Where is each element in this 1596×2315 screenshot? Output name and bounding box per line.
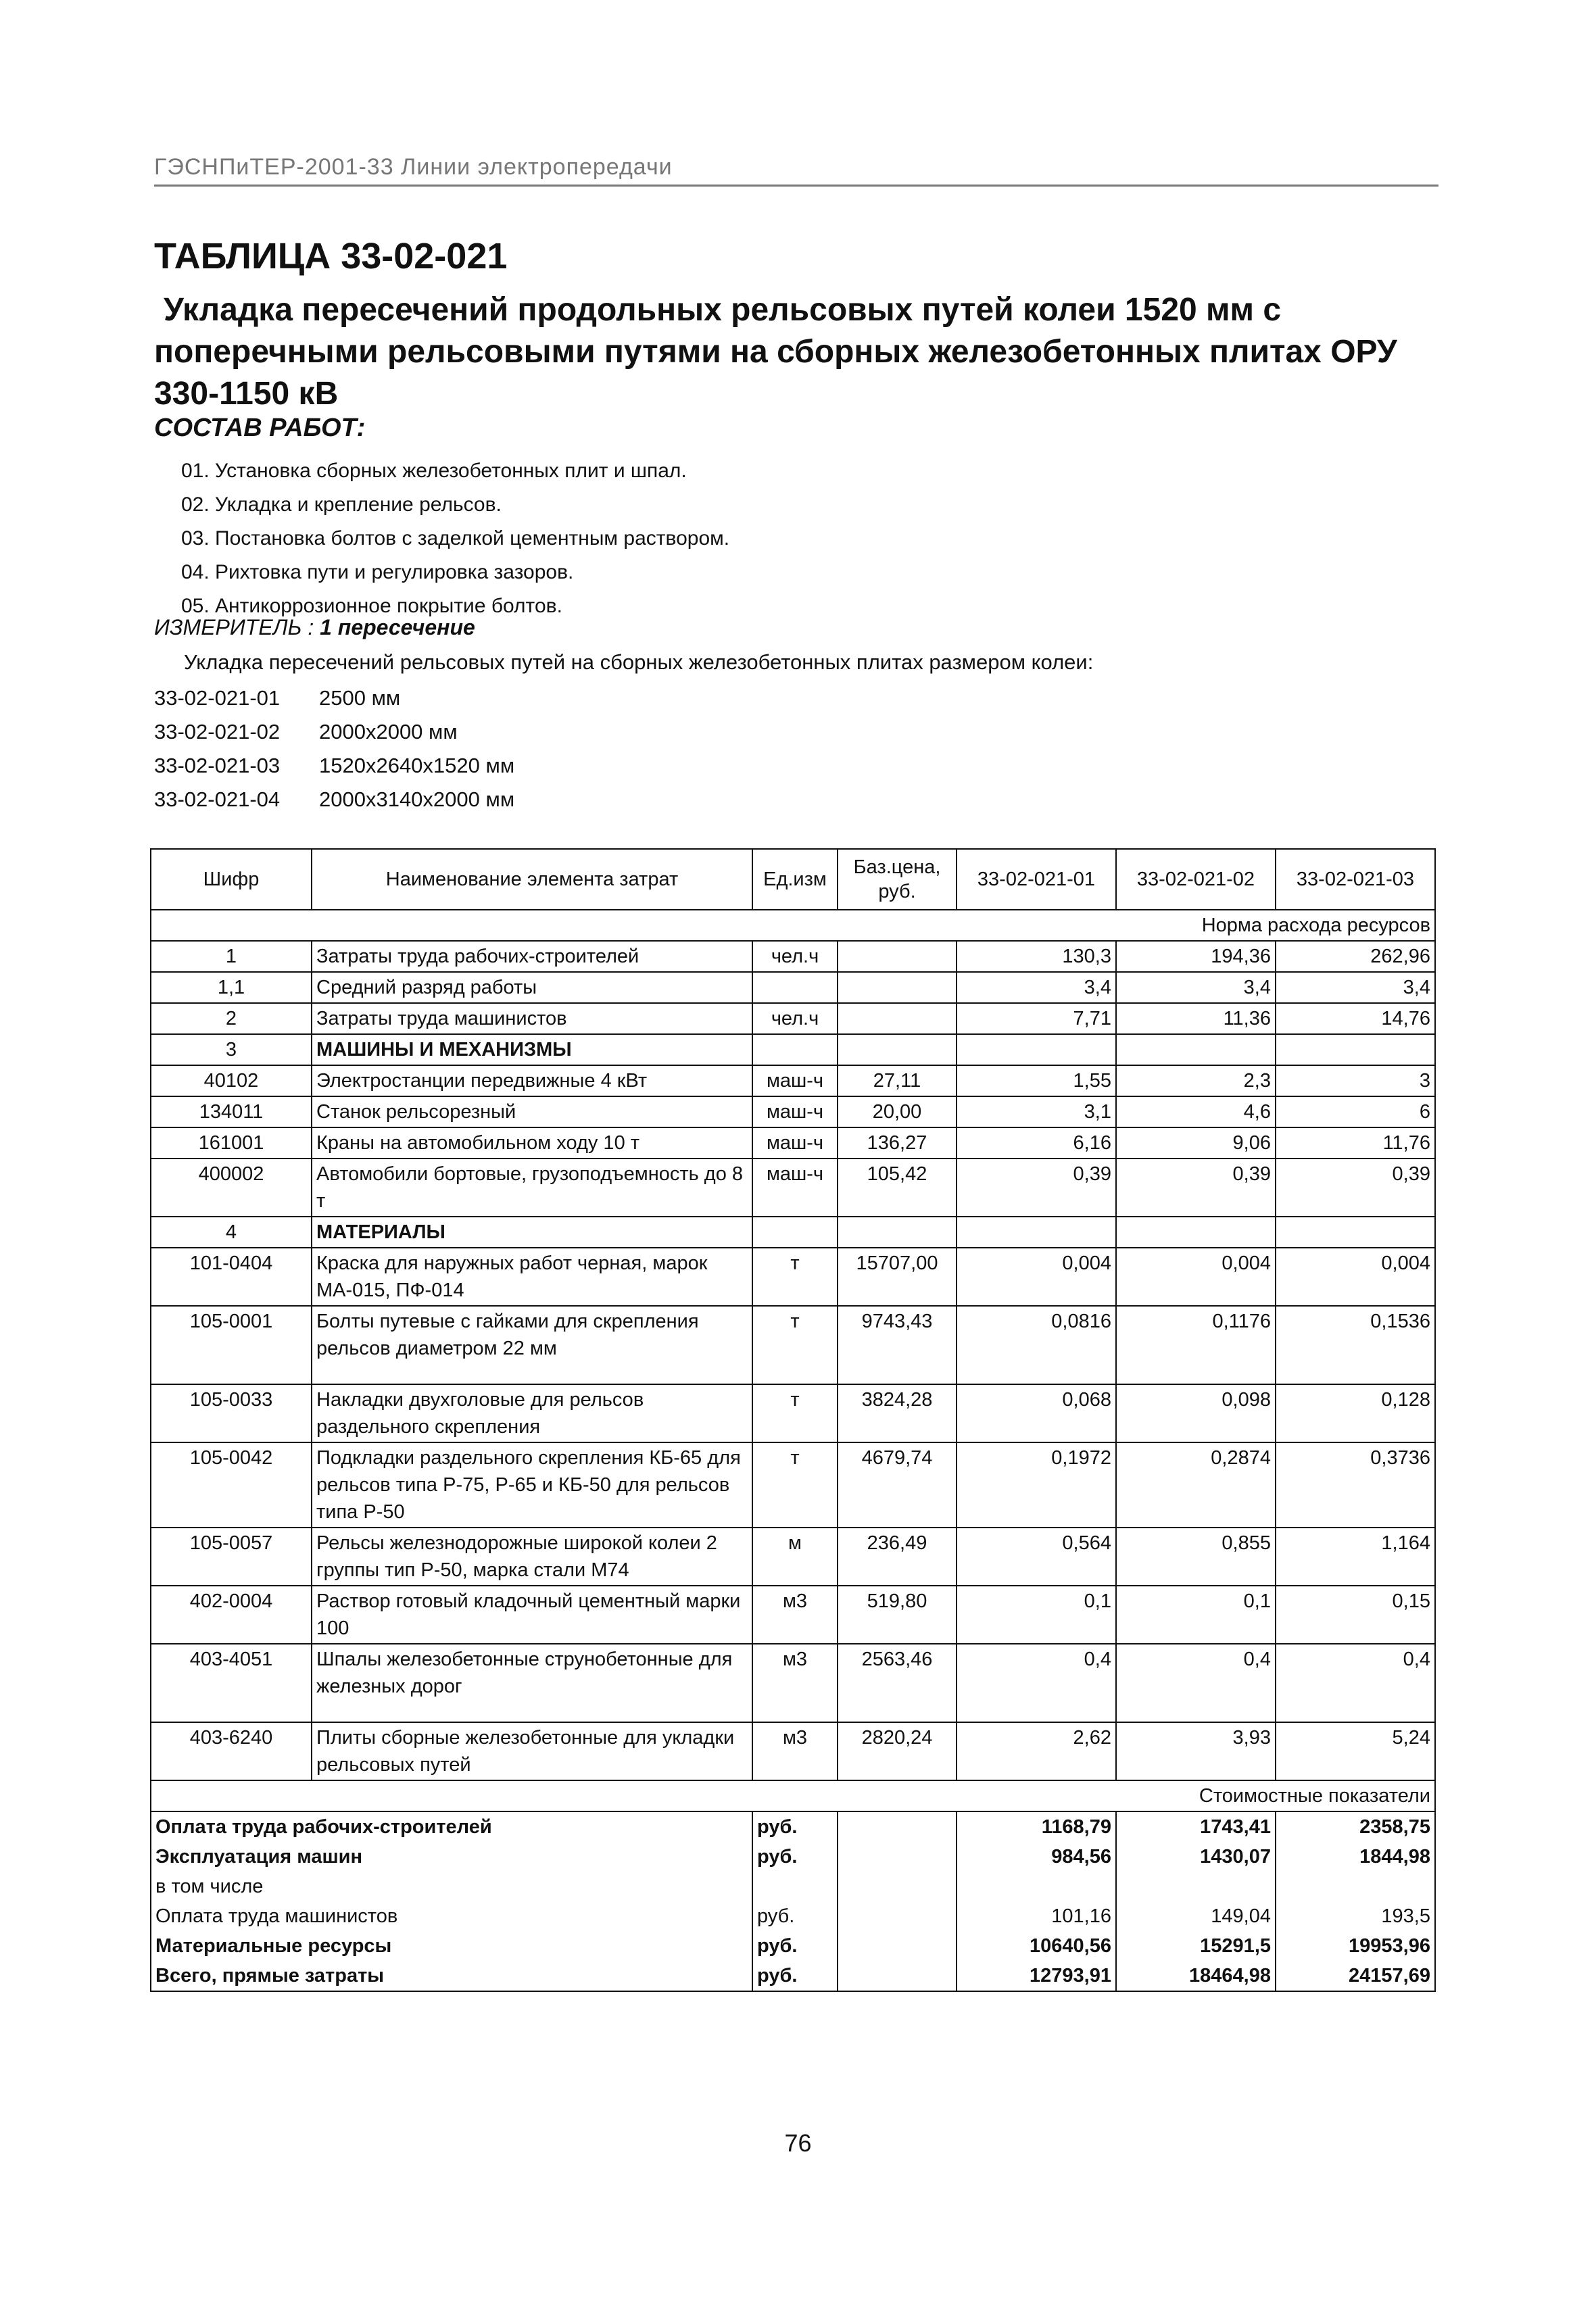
cell-value-2: 0,098	[1116, 1384, 1276, 1442]
table-header-row	[151, 849, 1435, 910]
cost-value-2: 149,04	[1116, 1901, 1276, 1931]
cost-value-3: 193,5	[1276, 1901, 1435, 1931]
main-title-line: поперечными рельсовыми путями на сборных железобетонных плитах ОРУ	[154, 334, 1397, 370]
cell-value-2: 2,3	[1116, 1065, 1276, 1096]
work-item: 03. Постановка болтов с заделкой цементным раствором.	[181, 527, 730, 550]
table-row	[151, 1159, 1435, 1217]
cost-row	[151, 1931, 1435, 1961]
cell-value-3: 0,1536	[1276, 1306, 1435, 1384]
variant-list	[154, 681, 514, 817]
cell-price: 105,42	[838, 1159, 957, 1217]
cell-value-1: 3,4	[957, 972, 1116, 1003]
cost-value-1: 10640,56	[957, 1931, 1116, 1961]
cell-name: Электростанции передвижные 4 кВт	[312, 1065, 752, 1096]
cell-value-3: 5,24	[1276, 1722, 1435, 1780]
cell-code: 161001	[151, 1127, 312, 1159]
cell-unit: т	[752, 1248, 838, 1306]
cell-value-1: 0,1	[957, 1586, 1116, 1644]
cost-value-2	[1116, 1872, 1276, 1901]
cell-unit: т	[752, 1384, 838, 1442]
cell-value-2: 0,855	[1116, 1528, 1276, 1586]
cell-price	[838, 972, 957, 1003]
cell-value-2: 0,1176	[1116, 1306, 1276, 1384]
cost-value-1: 101,16	[957, 1901, 1116, 1931]
main-title-line: 330-1150 кВ	[154, 376, 339, 412]
cell-value-3: 262,96	[1276, 941, 1435, 972]
header-price: Баз.цена, руб.	[838, 849, 957, 910]
cell-price	[838, 941, 957, 972]
cell-code: 403-6240	[151, 1722, 312, 1780]
cell-name: Затраты труда машинистов	[312, 1003, 752, 1034]
cell-value-2: 11,36	[1116, 1003, 1276, 1034]
cost-heading-row	[151, 1780, 1435, 1811]
variant-size: 2000x2000 мм	[319, 720, 458, 744]
cell-price: 9743,43	[838, 1306, 957, 1384]
cost-empty	[838, 1931, 957, 1961]
cell-unit: чел.ч	[752, 941, 838, 972]
header-col2: 33-02-021-02	[1116, 849, 1276, 910]
cell-value-3: 6	[1276, 1096, 1435, 1127]
cell-value-3: 0,15	[1276, 1586, 1435, 1644]
cell-name: Шпалы железобетонные струнобетонные для железных дорог	[312, 1644, 752, 1722]
cell-value-2: 0,39	[1116, 1159, 1276, 1217]
cost-value-2: 18464,98	[1116, 1961, 1276, 1991]
cell-empty	[957, 1034, 1116, 1065]
header-col3: 33-02-021-03	[1276, 849, 1435, 910]
meter	[154, 615, 475, 640]
cell-code: 101-0404	[151, 1248, 312, 1306]
cell-unit: т	[752, 1306, 838, 1384]
cost-value-2: 1743,41	[1116, 1811, 1276, 1842]
cost-value-1: 1168,79	[957, 1811, 1116, 1842]
cell-price	[838, 1003, 957, 1034]
cell-code: 1	[151, 941, 312, 972]
cell-value-3: 0,004	[1276, 1248, 1435, 1306]
cost-unit: руб.	[752, 1811, 838, 1842]
cell-price: 27,11	[838, 1065, 957, 1096]
cell-code: 2	[151, 1003, 312, 1034]
cell-unit: т	[752, 1442, 838, 1528]
cell-value-2: 0,004	[1116, 1248, 1276, 1306]
cell-value-1: 2,62	[957, 1722, 1116, 1780]
cell-value-2: 0,4	[1116, 1644, 1276, 1722]
cell-name: Затраты труда рабочих-строителей	[312, 941, 752, 972]
cost-name: Оплата труда машинистов	[151, 1901, 752, 1931]
table-row	[151, 1722, 1435, 1780]
norm-heading-row	[151, 910, 1435, 941]
cell-value-2: 194,36	[1116, 941, 1276, 972]
cost-name: Оплата труда рабочих-строителей	[151, 1811, 752, 1842]
cost-row	[151, 1811, 1435, 1842]
cost-name: Всего, прямые затраты	[151, 1961, 752, 1991]
cell-value-1: 0,564	[957, 1528, 1116, 1586]
cell-value-3: 0,39	[1276, 1159, 1435, 1217]
table-row	[151, 1528, 1435, 1586]
table-row	[151, 1034, 1435, 1065]
cell-code: 4	[151, 1217, 312, 1248]
table-row	[151, 1096, 1435, 1127]
cell-code: 403-4051	[151, 1644, 312, 1722]
cost-row	[151, 1961, 1435, 1991]
cell-unit: м3	[752, 1644, 838, 1722]
cell-empty	[838, 1034, 957, 1065]
cell-empty	[957, 1217, 1116, 1248]
cell-unit: м3	[752, 1722, 838, 1780]
cell-code: 40102	[151, 1065, 312, 1096]
meter-value: 1 пересечение	[320, 615, 475, 639]
cell-price: 15707,00	[838, 1248, 957, 1306]
cell-name: Средний разряд работы	[312, 972, 752, 1003]
cell-name: Накладки двухголовые для рельсов раздельного скрепления	[312, 1384, 752, 1442]
cell-value-1: 0,1972	[957, 1442, 1116, 1528]
cell-unit	[752, 972, 838, 1003]
main-title-line: Укладка пересечений продольных рельсовых путей колеи 1520 мм с	[164, 292, 1282, 328]
cost-unit: руб.	[752, 1842, 838, 1872]
table-row	[151, 1127, 1435, 1159]
table-body	[151, 910, 1435, 1991]
table-row	[151, 1003, 1435, 1034]
cost-value-1: 984,56	[957, 1842, 1116, 1872]
cost-value-2: 1430,07	[1116, 1842, 1276, 1872]
cell-name: Краска для наружных работ черная, марок МА-015, ПФ-014	[312, 1248, 752, 1306]
cell-value-2: 4,6	[1116, 1096, 1276, 1127]
table-row	[151, 1217, 1435, 1248]
running-header: ГЭСНПиТЕР-2001-33 Линии электропередачи	[154, 154, 1438, 187]
work-item: 01. Установка сборных железобетонных плит и шпал.	[181, 460, 687, 482]
header-col1: 33-02-021-01	[957, 849, 1116, 910]
cost-value-3: 19953,96	[1276, 1931, 1435, 1961]
cell-name: Болты путевые с гайками для скрепления рельсов диаметром 22 мм	[312, 1306, 752, 1384]
cell-name: Подкладки раздельного скрепления КБ-65 для рельсов типа Р-75, Р-65 и КБ-50 для рельсов типа Р-50	[312, 1442, 752, 1528]
page-number: 76	[784, 2129, 812, 2157]
variant-size: 1520x2640x1520 мм	[319, 754, 515, 777]
work-item: 02. Укладка и крепление рельсов.	[181, 493, 502, 516]
variant-row	[154, 783, 514, 817]
variant-row	[154, 681, 514, 715]
cell-price: 3824,28	[838, 1384, 957, 1442]
cost-unit: руб.	[752, 1961, 838, 1991]
cost-name: Эксплуатация машин	[151, 1842, 752, 1872]
variant-code: 33-02-021-02	[154, 720, 281, 744]
cell-value-1: 3,1	[957, 1096, 1116, 1127]
cost-name: Материальные ресурсы	[151, 1931, 752, 1961]
table-row	[151, 941, 1435, 972]
cell-price: 236,49	[838, 1528, 957, 1586]
cell-value-1: 0,39	[957, 1159, 1116, 1217]
cell-empty	[1116, 1034, 1276, 1065]
cost-value-3: 24157,69	[1276, 1961, 1435, 1991]
norm-heading: Норма расхода ресурсов	[151, 910, 1435, 941]
cell-value-1: 7,71	[957, 1003, 1116, 1034]
work-list	[181, 454, 729, 623]
variant-row	[154, 715, 514, 749]
cell-price: 136,27	[838, 1127, 957, 1159]
variant-row	[154, 749, 514, 783]
cell-price: 2563,46	[838, 1644, 957, 1722]
cost-empty	[838, 1961, 957, 1991]
cost-value-3	[1276, 1872, 1435, 1901]
cell-value-2: 3,4	[1116, 972, 1276, 1003]
cell-code: 400002	[151, 1159, 312, 1217]
cost-unit: руб.	[752, 1901, 838, 1931]
cell-price: 2820,24	[838, 1722, 957, 1780]
cell-price: 20,00	[838, 1096, 957, 1127]
cell-code: 134011	[151, 1096, 312, 1127]
header-code: Шифр	[151, 849, 312, 910]
table-row	[151, 972, 1435, 1003]
cost-value-1: 12793,91	[957, 1961, 1116, 1991]
cell-name: МАТЕРИАЛЫ	[312, 1217, 752, 1248]
cell-name: Краны на автомобильном ходу 10 т	[312, 1127, 752, 1159]
cell-unit: маш-ч	[752, 1127, 838, 1159]
cell-value-2: 9,06	[1116, 1127, 1276, 1159]
meter-label: ИЗМЕРИТЕЛЬ :	[154, 615, 314, 639]
cost-empty	[838, 1872, 957, 1901]
cell-value-1: 0,4	[957, 1644, 1116, 1722]
cell-value-3: 0,128	[1276, 1384, 1435, 1442]
norms-table	[150, 848, 1436, 1992]
cell-value-1: 130,3	[957, 941, 1116, 972]
cost-value-3: 1844,98	[1276, 1842, 1435, 1872]
variant-size: 2000x3140x2000 мм	[319, 787, 515, 811]
cell-price: 519,80	[838, 1586, 957, 1644]
cell-empty	[1116, 1217, 1276, 1248]
variant-code: 33-02-021-03	[154, 754, 281, 777]
cost-unit	[752, 1872, 838, 1901]
cost-unit: руб.	[752, 1931, 838, 1961]
cell-value-3: 0,4	[1276, 1644, 1435, 1722]
cost-value-3: 2358,75	[1276, 1811, 1435, 1842]
header-name: Наименование элемента затрат	[312, 849, 752, 910]
cell-value-2: 0,1	[1116, 1586, 1276, 1644]
cost-row	[151, 1872, 1435, 1901]
cell-empty	[838, 1217, 957, 1248]
work-item: 05. Антикоррозионное покрытие болтов.	[181, 595, 562, 617]
cell-value-3: 1,164	[1276, 1528, 1435, 1586]
cell-empty	[752, 1034, 838, 1065]
cell-value-2: 0,2874	[1116, 1442, 1276, 1528]
table-title: ТАБЛИЦА 33-02-021	[154, 236, 508, 276]
variant-code: 33-02-021-01	[154, 686, 281, 710]
cell-name: Автомобили бортовые, грузоподъемность до 8 т	[312, 1159, 752, 1217]
work-composition-heading: СОСТАВ РАБОТ:	[154, 414, 366, 442]
cell-empty	[1276, 1217, 1435, 1248]
cell-code: 105-0033	[151, 1384, 312, 1442]
cost-name: в том числе	[151, 1872, 752, 1901]
table-row	[151, 1306, 1435, 1384]
cell-code: 105-0001	[151, 1306, 312, 1384]
cell-empty	[1276, 1034, 1435, 1065]
cell-unit: чел.ч	[752, 1003, 838, 1034]
cell-name: Станок рельсорезный	[312, 1096, 752, 1127]
table-row	[151, 1644, 1435, 1722]
variant-code: 33-02-021-04	[154, 787, 281, 811]
cell-name: МАШИНЫ И МЕХАНИЗМЫ	[312, 1034, 752, 1065]
cost-row	[151, 1842, 1435, 1872]
cell-empty	[752, 1217, 838, 1248]
table-row	[151, 1442, 1435, 1528]
cost-value-2: 15291,5	[1116, 1931, 1276, 1961]
header-unit: Ед.изм	[752, 849, 838, 910]
cell-code: 1,1	[151, 972, 312, 1003]
cell-unit: м3	[752, 1586, 838, 1644]
cell-unit: м	[752, 1528, 838, 1586]
cell-code: 105-0042	[151, 1442, 312, 1528]
cost-empty	[838, 1842, 957, 1872]
table-row	[151, 1384, 1435, 1442]
table-row	[151, 1065, 1435, 1096]
cell-name: Рельсы железнодорожные широкой колеи 2 группы тип Р-50, марка стали М74	[312, 1528, 752, 1586]
cell-value-3: 11,76	[1276, 1127, 1435, 1159]
cell-name: Раствор готовый кладочный цементный марки 100	[312, 1586, 752, 1644]
cell-value-3: 14,76	[1276, 1003, 1435, 1034]
cell-unit: маш-ч	[752, 1096, 838, 1127]
cell-value-1: 1,55	[957, 1065, 1116, 1096]
cell-value-1: 0,004	[957, 1248, 1116, 1306]
cell-name: Плиты сборные железобетонные для укладки рельсовых путей	[312, 1722, 752, 1780]
cell-unit: маш-ч	[752, 1159, 838, 1217]
variant-size: 2500 мм	[319, 686, 401, 710]
cost-row	[151, 1901, 1435, 1931]
cell-code: 402-0004	[151, 1586, 312, 1644]
cell-unit: маш-ч	[752, 1065, 838, 1096]
cell-code: 3	[151, 1034, 312, 1065]
cell-price: 4679,74	[838, 1442, 957, 1528]
cost-empty	[838, 1811, 957, 1842]
table-row	[151, 1586, 1435, 1644]
cell-value-3: 3	[1276, 1065, 1435, 1096]
cell-value-3: 0,3736	[1276, 1442, 1435, 1528]
description: Укладка пересечений рельсовых путей на сборных железобетонных плитах размером колеи:	[184, 650, 1094, 674]
cost-heading: Стоимостные показатели	[151, 1780, 1435, 1811]
work-item: 04. Рихтовка пути и регулировка зазоров.	[181, 561, 574, 583]
cell-value-2: 3,93	[1116, 1722, 1276, 1780]
cell-value-1: 6,16	[957, 1127, 1116, 1159]
table-row	[151, 1248, 1435, 1306]
cell-value-1: 0,068	[957, 1384, 1116, 1442]
cost-value-1	[957, 1872, 1116, 1901]
cell-value-3: 3,4	[1276, 972, 1435, 1003]
main-title	[154, 289, 1438, 415]
cost-empty	[838, 1901, 957, 1931]
cell-code: 105-0057	[151, 1528, 312, 1586]
cell-value-1: 0,0816	[957, 1306, 1116, 1384]
